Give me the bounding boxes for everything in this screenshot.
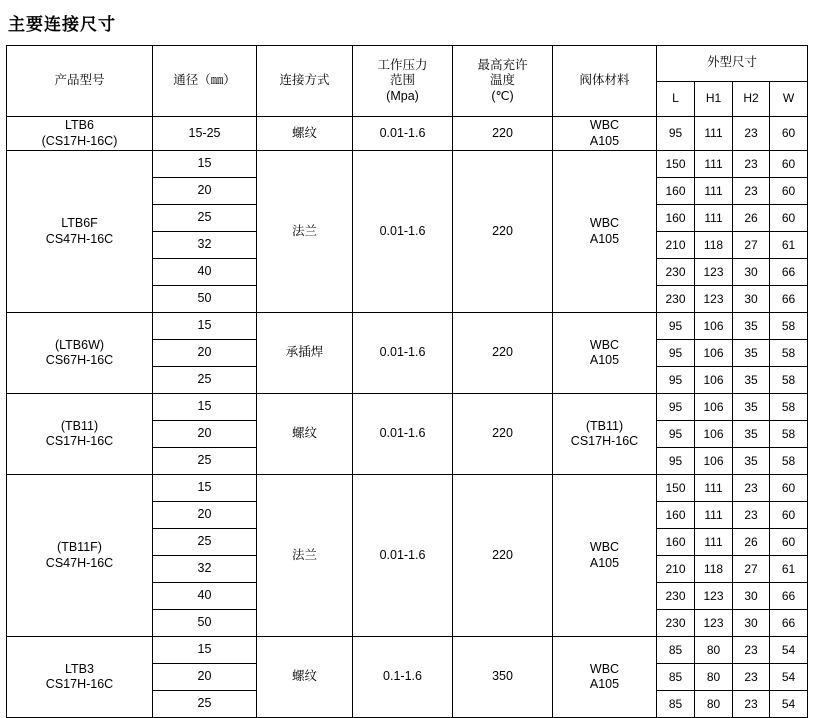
cell-dim-l: 95 [657,367,695,394]
cell-bore: 20 [153,664,257,691]
cell-dim-l: 160 [657,502,695,529]
cell-dim-h2: 26 [733,205,770,232]
header-pressure-line1: 工作压力 [377,57,428,72]
cell-connection: 螺纹 [257,637,353,718]
cell-material [553,637,657,718]
cell-dim-h2: 23 [733,178,770,205]
cell-material-line2: A105 [589,353,620,368]
cell-dim-w: 58 [770,448,808,475]
cell-model-line1: LTB6F [61,216,98,231]
cell-bore: 32 [153,556,257,583]
cell-pressure: 0.01-1.6 [353,394,453,475]
cell-material-line2: A105 [589,133,620,148]
cell-material-line1: WBC [589,661,620,676]
cell-dim-h2: 35 [733,367,770,394]
cell-dim-w: 58 [770,313,808,340]
cell-material-line1: WBC [589,337,620,352]
cell-dim-h1: 123 [695,610,733,637]
cell-dim-w: 58 [770,421,808,448]
cell-dim-w: 58 [770,394,808,421]
cell-model-line2: CS17H-16C [45,677,114,692]
cell-dim-h2: 35 [733,340,770,367]
cell-model [7,394,153,475]
cell-bore: 25 [153,205,257,232]
cell-bore: 15 [153,637,257,664]
cell-dim-w: 60 [770,117,808,151]
cell-connection: 螺纹 [257,394,353,475]
table-row [7,475,808,502]
table-row [7,394,808,421]
cell-connection: 法兰 [257,151,353,313]
cell-bore: 20 [153,178,257,205]
cell-bore: 50 [153,610,257,637]
header-connection: 连接方式 [257,46,353,117]
cell-bore: 25 [153,691,257,718]
cell-dim-w: 60 [770,151,808,178]
cell-dim-h2: 30 [733,286,770,313]
cell-dim-l: 230 [657,583,695,610]
header-dim-w: W [770,81,808,117]
header-pressure-line3: (Mpa) [386,88,419,103]
cell-dim-h1: 106 [695,421,733,448]
cell-material-line1: (TB11) [585,418,624,433]
cell-dim-l: 150 [657,151,695,178]
cell-dim-w: 66 [770,286,808,313]
cell-bore: 20 [153,421,257,448]
cell-model-line2: CS47H-16C [45,555,114,570]
cell-bore: 25 [153,367,257,394]
cell-dim-l: 95 [657,313,695,340]
cell-pressure: 0.1-1.6 [353,637,453,718]
cell-dim-w: 60 [770,475,808,502]
header-dim-l: L [657,81,695,117]
cell-dim-h2: 23 [733,664,770,691]
header-pressure-line2: 范围 [389,73,415,88]
cell-material [553,151,657,313]
cell-bore: 40 [153,259,257,286]
cell-temperature: 220 [453,313,553,394]
header-pressure [353,46,453,117]
cell-dim-h2: 35 [733,421,770,448]
cell-temperature: 220 [453,117,553,151]
cell-dim-w: 54 [770,664,808,691]
cell-dim-l: 160 [657,529,695,556]
cell-dim-h1: 106 [695,448,733,475]
cell-material [553,394,657,475]
cell-dim-l: 95 [657,340,695,367]
cell-dim-h2: 26 [733,529,770,556]
cell-material-line2: A105 [589,677,620,692]
cell-material [553,475,657,637]
cell-dim-l: 160 [657,178,695,205]
cell-dim-w: 66 [770,259,808,286]
cell-bore: 15 [153,151,257,178]
cell-dim-h1: 106 [695,340,733,367]
cell-material [553,313,657,394]
cell-dim-l: 95 [657,448,695,475]
cell-model-line1: (TB11F) [57,540,102,555]
cell-temperature: 220 [453,475,553,637]
cell-model-line1: LTB3 [65,661,94,676]
cell-bore: 15-25 [153,117,257,151]
cell-model [7,637,153,718]
cell-dim-h2: 35 [733,313,770,340]
cell-dim-h1: 111 [695,178,733,205]
cell-dim-h2: 23 [733,691,770,718]
table-row [7,313,808,340]
cell-dim-w: 54 [770,637,808,664]
cell-dim-h1: 123 [695,583,733,610]
cell-temperature: 220 [453,394,553,475]
cell-material-line2: A105 [589,555,620,570]
cell-bore: 15 [153,313,257,340]
cell-dim-h1: 111 [695,475,733,502]
cell-material-line1: WBC [589,118,620,132]
cell-dim-w: 61 [770,232,808,259]
cell-dim-h2: 23 [733,117,770,151]
cell-dim-h1: 111 [695,151,733,178]
cell-bore: 50 [153,286,257,313]
cell-dim-h1: 123 [695,259,733,286]
cell-dim-l: 230 [657,610,695,637]
cell-material-line1: WBC [589,540,620,555]
cell-model-line2: CS67H-16C [45,353,114,368]
specifications-table [6,45,808,718]
header-temperature-line3: (℃) [491,88,514,103]
cell-pressure: 0.01-1.6 [353,475,453,637]
cell-dim-l: 95 [657,394,695,421]
cell-pressure: 0.01-1.6 [353,151,453,313]
table-body [7,117,808,718]
header-material: 阀体材料 [553,46,657,117]
cell-dim-h2: 23 [733,637,770,664]
cell-dim-w: 60 [770,529,808,556]
cell-dim-h1: 106 [695,313,733,340]
cell-dim-w: 58 [770,340,808,367]
cell-model-line2: (CS17H-16C) [41,133,118,148]
cell-dim-h1: 106 [695,367,733,394]
cell-dim-l: 210 [657,556,695,583]
cell-bore: 20 [153,340,257,367]
cell-temperature: 350 [453,637,553,718]
cell-dim-l: 95 [657,421,695,448]
cell-dim-h2: 27 [733,556,770,583]
header-dim-h2: H2 [733,81,770,117]
table-row [7,151,808,178]
cell-dim-h1: 80 [695,664,733,691]
cell-dim-h2: 35 [733,448,770,475]
cell-dim-h1: 111 [695,205,733,232]
cell-pressure: 0.01-1.6 [353,117,453,151]
cell-dim-h2: 30 [733,583,770,610]
cell-material-line2: CS17H-16C [570,434,639,449]
cell-connection: 螺纹 [257,117,353,151]
cell-dim-h1: 111 [695,529,733,556]
cell-dim-l: 85 [657,691,695,718]
cell-bore: 32 [153,232,257,259]
cell-model-line1: (TB11) [60,418,99,433]
table-header [7,46,808,117]
cell-dim-h1: 118 [695,232,733,259]
cell-dim-l: 230 [657,259,695,286]
cell-dim-w: 60 [770,502,808,529]
cell-dim-w: 61 [770,556,808,583]
cell-dim-l: 210 [657,232,695,259]
cell-dim-h2: 30 [733,610,770,637]
cell-model-line2: CS17H-16C [45,434,114,449]
cell-dim-l: 150 [657,475,695,502]
header-temperature [453,46,553,117]
header-row-main [7,46,808,82]
cell-material-line2: A105 [589,231,620,246]
cell-dim-l: 160 [657,205,695,232]
cell-pressure: 0.01-1.6 [353,313,453,394]
cell-temperature: 220 [453,151,553,313]
header-bore: 通径（㎜） [153,46,257,117]
cell-dim-h1: 80 [695,691,733,718]
cell-dim-h1: 106 [695,394,733,421]
cell-dim-h1: 111 [695,502,733,529]
cell-model [7,151,153,313]
cell-bore: 20 [153,502,257,529]
cell-dim-h2: 35 [733,394,770,421]
cell-dim-h2: 23 [733,502,770,529]
cell-bore: 25 [153,529,257,556]
cell-bore: 25 [153,448,257,475]
cell-bore: 40 [153,583,257,610]
cell-dim-h2: 27 [733,232,770,259]
cell-connection: 法兰 [257,475,353,637]
cell-dim-w: 60 [770,178,808,205]
page-title: 主要连接尺寸 [8,15,116,34]
header-model: 产品型号 [7,46,153,117]
header-temperature-line1: 最高充许 [477,57,528,72]
header-dim-h1: H1 [695,81,733,117]
cell-dim-w: 54 [770,691,808,718]
cell-bore: 15 [153,394,257,421]
cell-dim-l: 95 [657,117,695,151]
cell-dim-w: 66 [770,583,808,610]
cell-dim-w: 60 [770,205,808,232]
cell-dim-h2: 23 [733,151,770,178]
table-row [7,637,808,664]
cell-dim-h1: 111 [695,117,733,151]
cell-dim-l: 85 [657,637,695,664]
cell-model [7,313,153,394]
cell-dim-h1: 118 [695,556,733,583]
cell-material [553,117,657,151]
table-row [7,117,808,151]
cell-model-line1: LTB6 [65,118,94,132]
header-dimensions-group: 外型尺寸 [657,46,808,82]
cell-material-line1: WBC [589,216,620,231]
cell-dim-l: 230 [657,286,695,313]
cell-model-line1: (LTB6W) [54,337,105,352]
cell-model-line2: CS47H-16C [45,231,114,246]
cell-dim-l: 85 [657,664,695,691]
cell-dim-h1: 123 [695,286,733,313]
cell-dim-w: 66 [770,610,808,637]
cell-dim-h2: 30 [733,259,770,286]
header-temperature-line2: 温度 [489,73,515,88]
cell-model [7,117,153,151]
cell-dim-h2: 23 [733,475,770,502]
cell-dim-h1: 80 [695,637,733,664]
cell-dim-w: 58 [770,367,808,394]
cell-connection: 承插焊 [257,313,353,394]
cell-model [7,475,153,637]
cell-bore: 15 [153,475,257,502]
